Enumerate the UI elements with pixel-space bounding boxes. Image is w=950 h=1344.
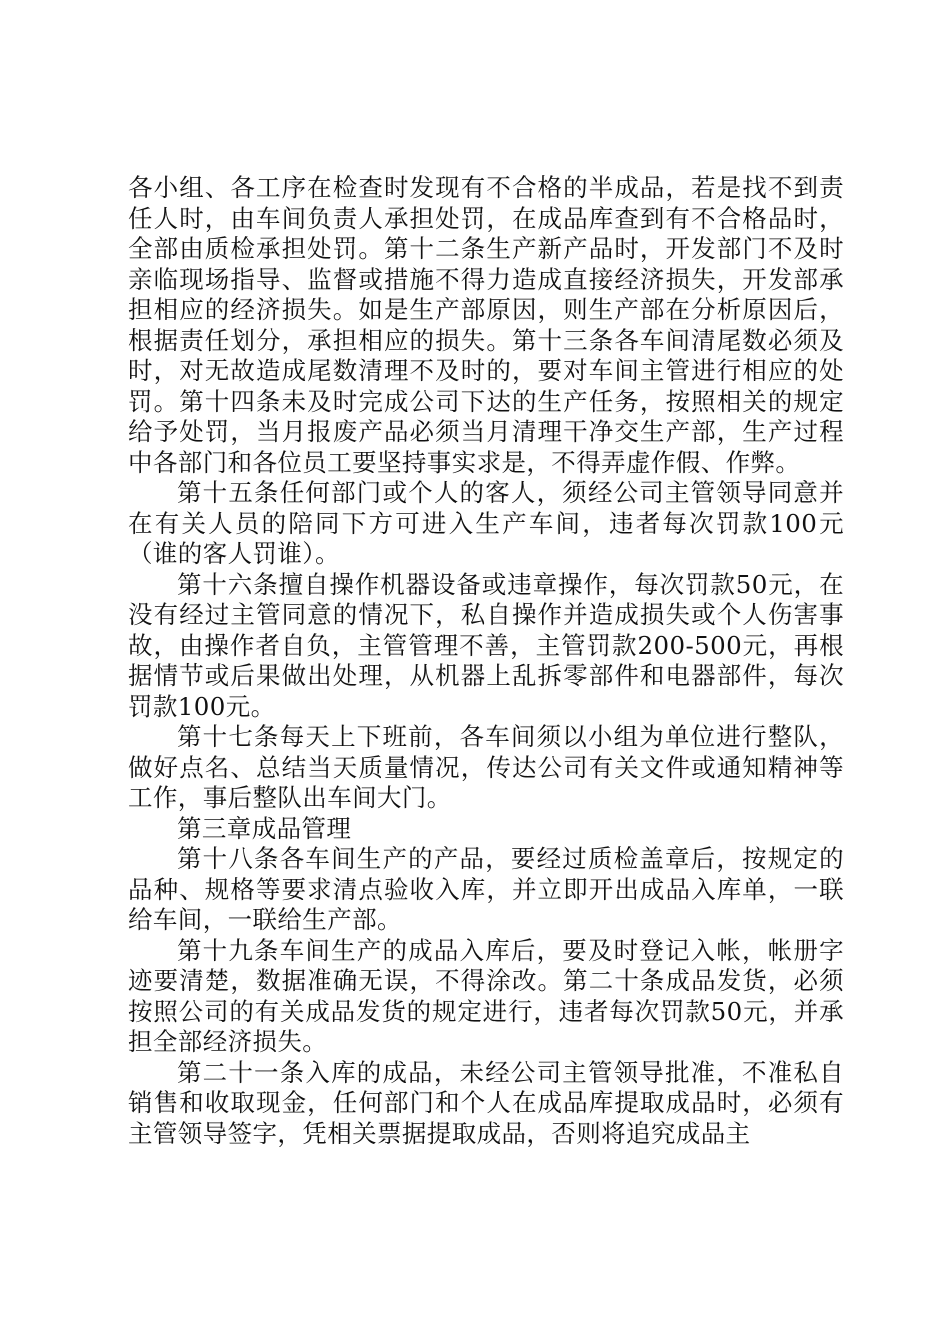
paragraph-5: 第十八条各车间生产的产品，要经过质检盖章后，按规定的品种、规格等要求清点验收入库，并立即开出成品入库单，一联给车间，一联给生产部。 bbox=[128, 844, 844, 934]
paragraph-4: 第十七条每天上下班前，各车间须以小组为单位进行整队，做好点名、总结当天质量情况，传达公司有关文件或通知精神等工作，事后整队出车间大门。 bbox=[128, 722, 844, 812]
paragraph-7: 第二十一条入库的成品，未经公司主管领导批准，不准私自销售和收取现金，任何部门和个人在成品库提取成品时，必须有主管领导签字，凭相关票据提取成品，否则将追究成品主 bbox=[128, 1057, 844, 1148]
paragraph-3: 第十六条擅自操作机器设备或违章操作，每次罚款50元，在没有经过主管同意的情况下，私自操作并造成损失或个人伤害事故，由操作者自负，主管管理不善，主管罚款200-500元，再根据情节或后果做出处理，从机器上乱拆零部件和电器部件，每次罚款100元。 bbox=[128, 569, 844, 721]
paragraph-1: 各小组、各工序在检查时发现有不合格的半成品，若是找不到责任人时，由车间负责人承担处罚，在成品库查到有不合格品时，全部由质检承担处罚。第十二条生产新产品时，开发部门不及时亲临现场指导、监督或措施不得力造成直接经济损失，开发部承担相应的经济损失。如是生产部原因，则生产部在分析原因后，根据责任划分，承担相应的损失。第十三条各车间清尾数必须及时，对无故造成尾数清理不及时的，要对车间主管进行相应的处罚。第十四条未及时完成公司下达的生产任务，按照相关的规定给予处罚，当月报废产品必须当月清理干净交生产部，生产过程中各部门和各位员工要坚持事实求是，不得弄虚作假、作弊。 bbox=[128, 173, 844, 477]
paragraph-6: 第十九条车间生产的成品入库后，要及时登记入帐，帐册字迹要清楚，数据准确无误，不得涂改。第二十条成品发货，必须按照公司的有关成品发货的规定进行，违者每次罚款50元，并承担全部经济损失。 bbox=[128, 935, 844, 1056]
chapter-heading: 第三章成品管理 bbox=[177, 813, 352, 843]
document-body bbox=[128, 173, 844, 1149]
paragraph-2: 第十五条任何部门或个人的客人，须经公司主管领导同意并在有关人员的陪同下方可进入生产车间，违者每次罚款100元（谁的客人罚谁）。 bbox=[128, 478, 844, 568]
